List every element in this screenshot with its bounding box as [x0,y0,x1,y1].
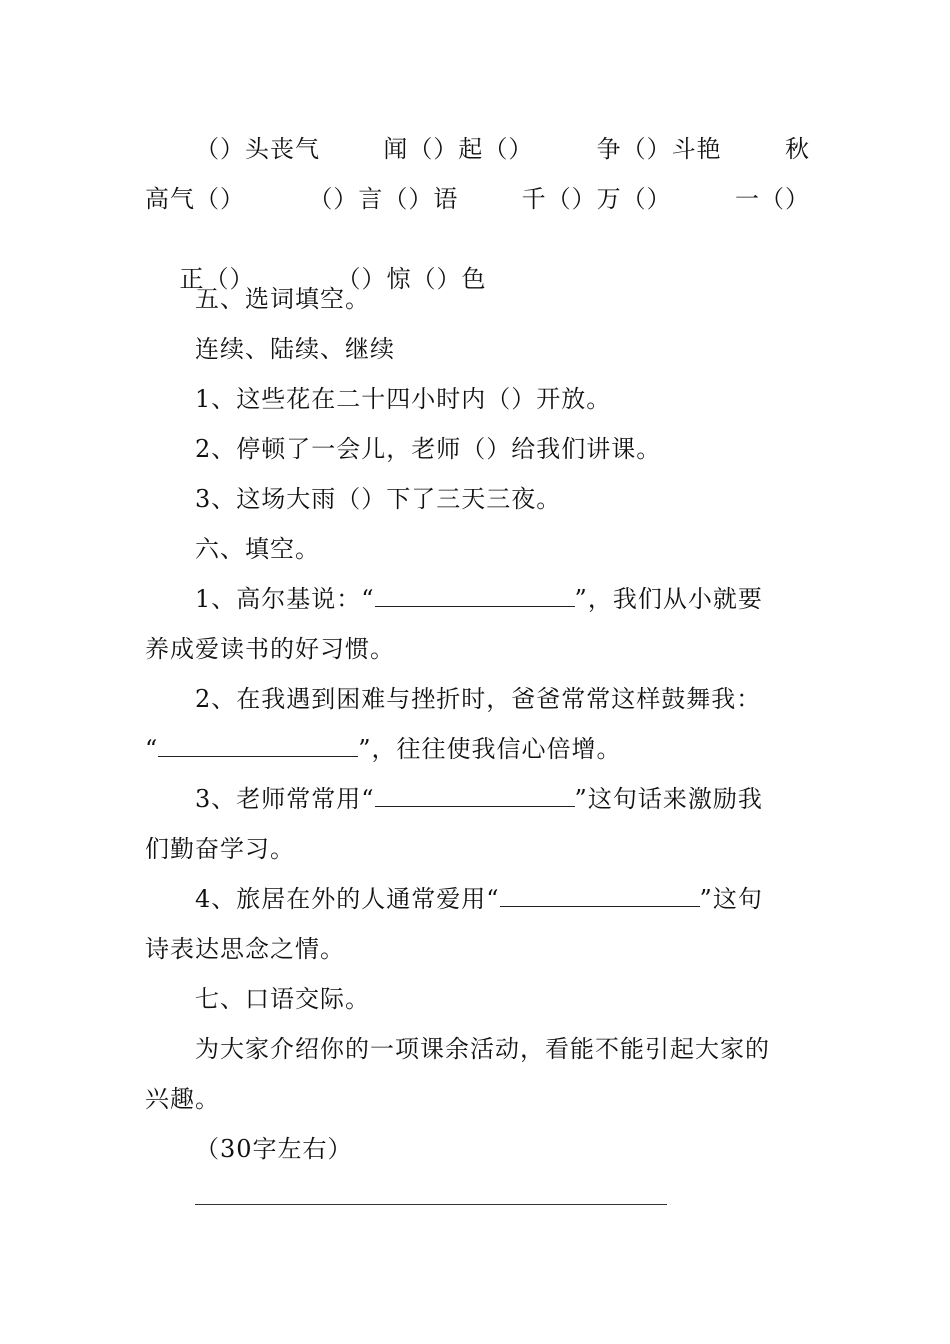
answer-blank[interactable] [500,886,700,907]
idiom-row-3 [145,234,810,293]
idiom-item: 秋 [784,135,810,163]
question-text: 4、旅居在外的人通常爱用“ [195,885,500,913]
question-text: “ [145,735,159,763]
section-5-question-3: 3、这场大雨（）下了三天三夜。 [195,485,562,513]
section-6-title: 六、填空。 [195,535,320,563]
section-6-question-1 [195,584,810,614]
section-5-word-choices: 连续、陆续、继续 [195,335,395,363]
answer-blank[interactable] [158,736,358,757]
answer-blank[interactable] [375,586,575,607]
question-text: ”这句 [699,885,763,913]
section-5-question-1: 1、这些花在二十四小时内（）开放。 [195,385,612,413]
idiom-item: 千（）万（） [521,185,672,213]
section-7-prompt-cont: 兴趣。 [145,1085,220,1113]
section-6-question-1-cont: 养成爱读书的好习惯。 [145,635,395,663]
idiom-item: （）惊（）色 [336,265,487,293]
idiom-row-1 [195,134,810,164]
idiom-item: 闻（）起（） [383,135,534,163]
answer-blank[interactable] [375,786,575,807]
section-7-note: （30字左右） [195,1135,353,1163]
section-6-question-3 [195,784,810,814]
section-6-question-4-cont: 诗表达思念之情。 [145,935,345,963]
question-text: 3、老师常常用“ [195,785,375,813]
idiom-item: （）头丧气 [195,135,320,163]
idiom-row-2 [145,184,810,214]
answer-writing-line[interactable] [195,1204,667,1205]
idiom-item: 一（） [734,185,810,213]
idiom-item: 正（） [179,265,255,293]
section-7-prompt: 为大家介绍你的一项课余活动，看能不能引起大家的 [195,1035,770,1063]
idiom-item: 高气（） [145,185,245,213]
question-text: 1、高尔基说：“ [195,585,375,613]
section-5-title: 五、选词填空。 [195,285,370,313]
question-text: ”，我们从小就要 [574,585,763,613]
section-5-question-2: 2、停顿了一会儿，老师（）给我们讲课。 [195,435,662,463]
idiom-item: （）言（）语 [308,185,459,213]
section-6-question-2-cont [145,734,810,764]
question-text: ”这句话来激励我 [574,785,763,813]
section-6-question-2: 2、在我遇到困难与挫折时，爸爸常常这样鼓舞我： [195,685,762,713]
section-6-question-4 [195,884,810,914]
section-7-title: 七、口语交际。 [195,985,370,1013]
section-6-question-3-cont: 们勤奋学习。 [145,835,295,863]
question-text: ”，往往使我信心倍增。 [358,735,622,763]
idiom-item: 争（）斗艳 [596,135,722,163]
